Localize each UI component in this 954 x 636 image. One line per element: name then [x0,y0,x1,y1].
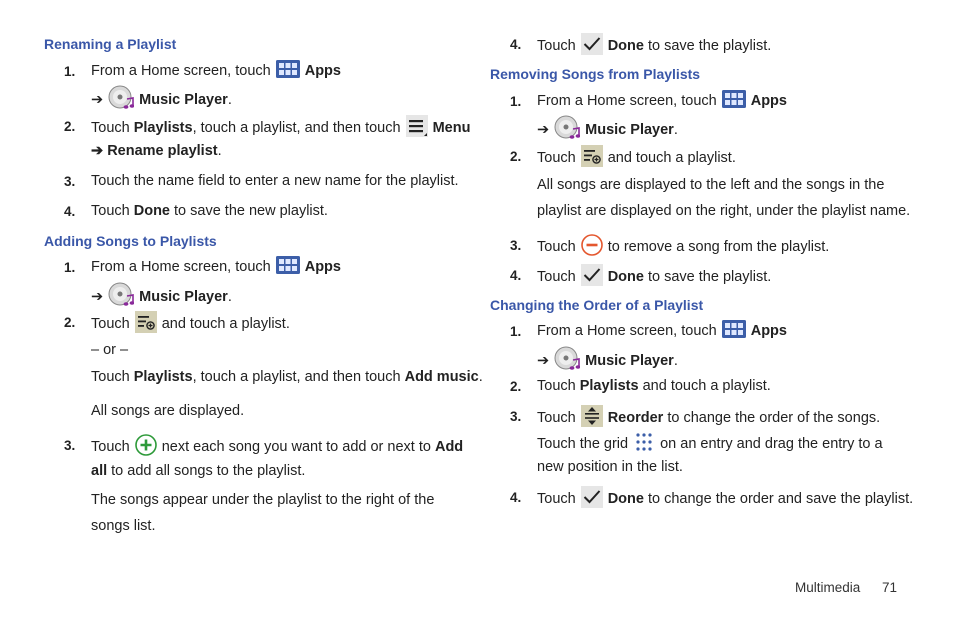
apps-label: Apps [304,63,341,79]
reorder-label: Reorder [607,409,664,426]
step-text-part: to save the new playlist. [174,203,328,219]
step-text-part: Touch the grid [537,435,629,452]
step-text [537,117,678,143]
arrow-glyph: ➔ [537,121,550,138]
step-number: 4. [510,37,522,52]
step-text-part: to change the order and save the playlist. [647,490,914,507]
step-text [91,368,483,386]
step-text-part: Touch [537,409,576,426]
step-text-part: , touch a playlist, and then touch [192,369,401,385]
step-number: 3. [64,438,76,453]
music-player-label: Music Player [139,288,228,305]
arrow-glyph: ➔ [537,352,550,369]
step-text-part: and touch a playlist. [642,378,771,394]
done-label: Done [607,37,644,54]
step-text-part: From a Home screen, touch [91,63,271,79]
rename-playlist-label: Rename playlist [107,143,218,159]
step-number: 3. [64,174,76,189]
arrow-glyph: ➔ [91,143,104,159]
step-text-part: Touch [91,438,130,455]
step-text [537,266,771,288]
add-all-label: Add [434,438,464,455]
step-text [537,407,880,429]
step-text [91,142,222,160]
step-text-part: From a Home screen, touch [91,259,271,275]
step-text [91,284,232,310]
step-text-part: to save the playlist. [647,37,772,54]
step-text-part: to save the playlist. [647,268,772,285]
add-to-playlist-icon [135,311,157,333]
step-text-part: , touch a playlist, and then touch [192,119,401,136]
apps-icon [276,256,300,274]
heading-adding-songs: Adding Songs to Playlists [44,233,217,249]
step-text [537,147,736,169]
step-number: 2. [64,119,76,134]
add-song-icon [135,434,157,456]
step-text [91,436,463,458]
music-player-icon [108,85,134,111]
music-player-icon [108,282,134,308]
punctuation: . [217,143,222,159]
edit-playlist-icon [581,145,603,167]
step-number: 3. [510,238,522,253]
step-text [91,313,290,335]
step-note: songs list. [91,518,156,534]
music-player-icon [554,346,580,372]
step-number: 1. [64,260,76,275]
heading-renaming-playlist: Renaming a Playlist [44,36,177,52]
apps-icon [276,60,300,78]
step-text-part: to remove a song from the playlist. [607,238,830,255]
step-text: new position in the list. [537,459,683,475]
step-text [537,433,883,455]
apps-label: Apps [750,323,787,339]
playlists-label: Playlists [579,378,639,394]
step-text [537,488,913,510]
punctuation: . [227,91,232,108]
step-number: 2. [510,379,522,394]
step-text-part: Touch [537,490,576,507]
step-note: All songs are displayed to the left and the songs in the [537,177,885,193]
step-text-part: to add all songs to the playlist. [111,463,306,479]
apps-label: Apps [304,259,341,275]
step-note: The songs appear under the playlist to the right of the [91,492,435,508]
arrow-glyph: ➔ [91,288,104,305]
step-text [537,348,678,374]
step-text-part: Touch [91,315,130,332]
step-number: 4. [510,490,522,505]
step-number: 2. [510,149,522,164]
or-separator: – or – [91,342,129,358]
step-number: 4. [64,204,76,219]
step-text-part: Touch [537,37,576,54]
step-text [91,62,341,80]
done-label: Done [607,490,644,507]
step-text-part: Touch [537,268,576,285]
step-text: Touch the name field to enter a new name for the playlist. [91,173,459,189]
step-text [91,202,328,220]
step-text-part: to change the order of the songs. [667,409,881,426]
step-note: playlist are displayed on the right, under the playlist name. [537,203,911,219]
step-text-part: Touch [537,378,576,394]
music-player-label: Music Player [585,352,674,369]
add-music-label: Add music [404,369,479,385]
step-text-part: Touch [537,149,576,166]
step-text-part: From a Home screen, touch [537,93,717,109]
reorder-icon [581,405,603,427]
step-text-part: Touch [91,119,130,136]
step-text-part: and touch a playlist. [607,149,736,166]
step-text [537,236,829,258]
done-check-icon [581,486,603,508]
step-text-part: Touch [537,238,576,255]
step-text [537,92,787,110]
music-player-icon [554,115,580,141]
step-number: 2. [64,315,76,330]
punctuation: . [227,288,232,305]
apps-icon [722,90,746,108]
done-check-icon [581,264,603,286]
done-check-icon [581,33,603,55]
step-note: All songs are displayed. [91,403,245,419]
music-player-label: Music Player [585,121,674,138]
step-number: 1. [510,324,522,339]
step-text [91,87,232,113]
apps-label: Apps [750,93,787,109]
music-player-label: Music Player [139,91,228,108]
apps-icon [722,320,746,338]
step-text [537,322,787,340]
playlists-label: Playlists [133,369,193,385]
step-number: 4. [510,268,522,283]
step-number: 1. [510,94,522,109]
step-text-part: From a Home screen, touch [537,323,717,339]
step-text-part: Touch [91,203,130,219]
arrow-glyph: ➔ [91,91,104,108]
menu-label: Menu [432,119,471,136]
step-text [91,117,470,139]
done-label: Done [607,268,644,285]
step-text [91,462,305,480]
menu-icon [406,115,428,137]
step-text-part: next each song you want to add or next to [161,438,431,455]
punctuation: . [478,369,483,385]
playlists-label: Playlists [133,119,193,136]
remove-song-icon [581,234,603,256]
heading-removing-songs: Removing Songs from Playlists [490,66,701,82]
add-all-label: all [91,463,108,479]
step-number: 1. [64,64,76,79]
heading-changing-order: Changing the Order of a Playlist [490,297,704,313]
step-text-part: on an entry and drag the entry to a [660,435,883,452]
step-text-part: and touch a playlist. [161,315,290,332]
step-text-part: Touch [91,369,130,385]
punctuation: . [673,121,678,138]
drag-grid-icon [633,431,655,453]
step-text [91,258,341,276]
page-number: 71 [882,580,898,595]
step-number: 3. [510,409,522,424]
punctuation: . [673,352,678,369]
step-text [537,35,771,57]
done-label: Done [133,203,170,219]
footer-section: Multimedia [795,580,861,595]
step-text [537,377,771,395]
